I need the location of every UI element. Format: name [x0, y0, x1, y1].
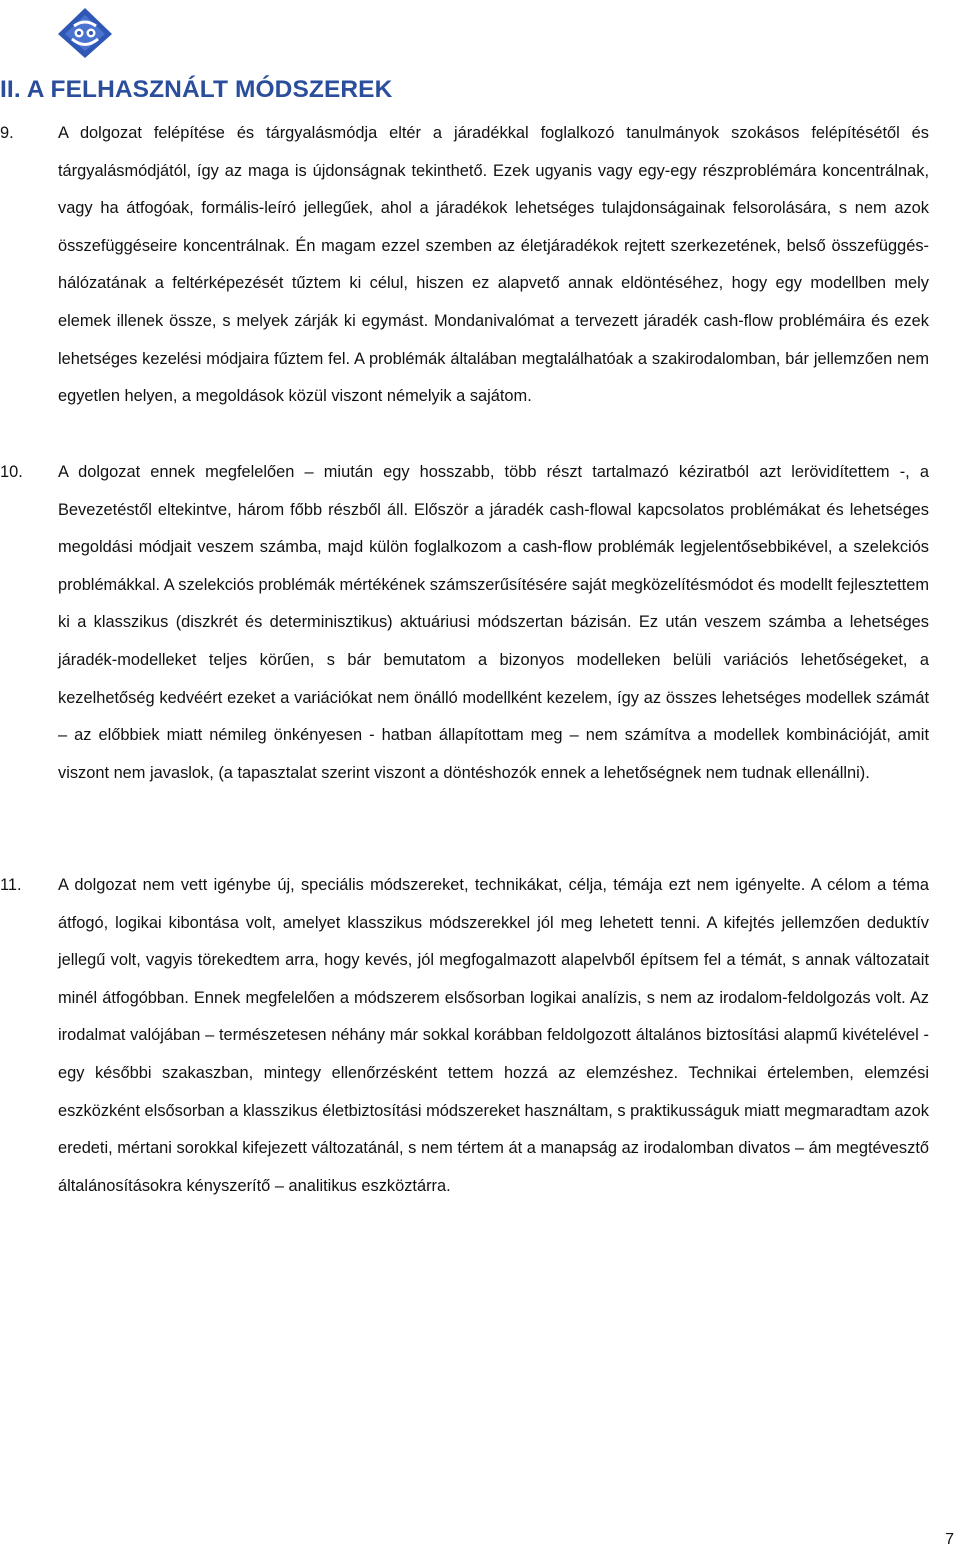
- paragraph-10-text: A dolgozat ennek megfelelően – miután egy hosszabb, több részt tartalmazó kéziratból azt lerövidítettem -, a Bevezetéstől eltekintve, három főbb részből áll. Először a járadék cash-flowal kapcsolatos problémákat és lehetséges megoldási módjait veszem számba, majd külön foglalkozom a cash-flow problémák legjelentősebbikével, a szelekciós problémákkal. A szelekciós problémák mértékének számszerűsítésére saját megközelítésmódot és modellt fejlesztettem ki a klasszikus (diszkrét és determinisztikus) aktuáriusi módszertan bázisán. Ez után veszem számba a lehetséges járadék-modelleket teljes körűen, s bár bemutatom a bizonyos modelleken belüli variációs lehetőségeket, a kezelhetőség kedvéért ezeket a variációkat nem önálló modellként kezelem, így az összes lehetséges modellek számát – az előbbiek miatt némileg önkényesen - hatban állapítottam meg – nem számítva a modellek kombinációját, amit viszont nem javaslok, (a tapasztalat szerint viszont a döntéshozók ennek a lehetőségnek nem tudnak ellenállni).: [58, 463, 929, 782]
- paragraph-number-9: 9.: [0, 124, 14, 142]
- page-number: 7: [945, 1531, 954, 1548]
- paragraph-number-10: 10.: [0, 463, 23, 481]
- institution-logo-icon: [56, 6, 114, 60]
- paragraph-9-text: A dolgozat felépítése és tárgyalásmódja eltér a járadékkal foglalkozó tanulmányok szokásos felépítésétől és tárgyalásmódjától, így az maga is újdonságnak tekinthető. Ezek ugyanis vagy egy-egy részproblémára koncentrálnak, vagy ha átfogóak, formális-leíró jellegűek, ahol a járadékok lehetséges tulajdonságainak felsorolására, s nem azok összefüggéseire koncentrálnak. Én magam ezzel szemben az életjáradékok rejtett szerkezetének, belső összefüggés-hálózatának a feltérképezését tűztem ki célul, hiszen ez alapvető annak eldöntéséhez, hogy egy modellben mely elemek illenek össze, s melyek zárják ki egymást. Mondanivalómat a tervezett járadék cash-flow problémáira és ezek lehetséges kezelési módjaira fűztem fel. A problémák általában megtalálhatóak a szakirodalomban, bár jellemzően nem egyetlen helyen, a megoldások közül viszont némelyik a sajátom.: [58, 124, 929, 406]
- paragraph-11-text: A dolgozat nem vett igénybe új, speciális módszereket, technikákat, célja, témája ezt nem igényelte. A célom a téma átfogó, logikai kibontása volt, amelyet klasszikus módszerekkel jól meg lehetett tenni. A kifejtés jellemzően deduktív jellegű volt, vagyis törekedtem arra, hogy kevés, jól megfogalmazott alapelvből építsem fel a témát, s annak változatait minél átfogóbban. Ennek megfelelően a módszerem elsősorban logikai analízis, s nem az irodalom-feldolgozás volt. Az irodalmat valójában – természetesen néhány már sokkal korábban feldolgozott általános biztosítási alapmű kivételével - egy későbbi szakaszban, mintegy ellenőrzésként tettem hozzá az elemzéshez. Technikai értelemben, elemzési eszközként elsősorban a klasszikus életbiztosítási módszereket használtam, s praktikusságuk miatt megmaradtam azok eredeti, mértani sorokkal kifejezett változatánál, s nem tértem át a manapság az irodalomban divatos – ám megtévesztő általánosításokra kényszerítő – analitikus eszköztárra.: [58, 876, 929, 1195]
- section-title: II. A FELHASZNÁLT MÓDSZEREK: [0, 76, 393, 103]
- paragraph-number-11: 11.: [0, 876, 22, 894]
